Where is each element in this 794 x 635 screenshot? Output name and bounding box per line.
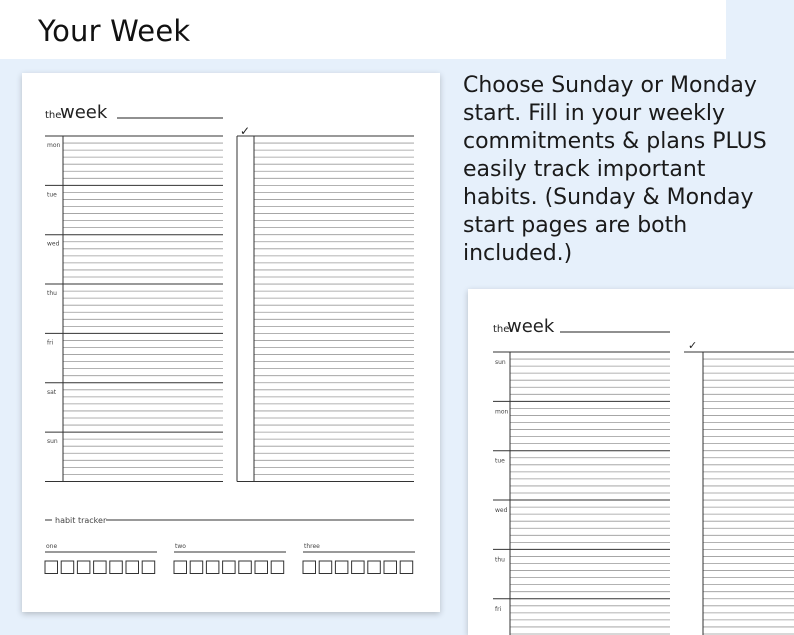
heading-large: week: [60, 102, 108, 123]
habit-checkbox[interactable]: [142, 561, 155, 574]
planner-page-monday-start: [22, 73, 440, 612]
habit-tracker-label: habit tracker: [55, 516, 107, 525]
day-label-wed: wed: [495, 507, 508, 515]
habit-label-one: one: [46, 543, 58, 550]
check-mark-icon: ✓: [688, 339, 698, 352]
habit-checkbox[interactable]: [110, 561, 123, 574]
habit-checkbox[interactable]: [77, 561, 90, 574]
day-sections: [45, 136, 223, 481]
day-label-mon: mon: [47, 142, 61, 149]
habit-tracker: [45, 520, 415, 574]
habit-checkbox[interactable]: [190, 561, 203, 574]
habit-checkbox[interactable]: [61, 561, 73, 574]
habit-checkbox[interactable]: [303, 561, 316, 574]
habit-checkbox[interactable]: [352, 561, 365, 574]
notes-column: [237, 136, 414, 481]
heading-small: the: [493, 324, 510, 335]
day-label-thu: thu: [47, 290, 57, 298]
day-label-tue: tue: [47, 191, 57, 199]
habit-checkbox[interactable]: [223, 561, 236, 574]
habit-label-three: three: [304, 543, 320, 550]
habit-checkbox[interactable]: [335, 561, 348, 574]
day-label-mon: mon: [495, 408, 509, 416]
heading-large: week: [507, 316, 555, 337]
day-label-sun: sun: [47, 438, 58, 446]
heading-small: the: [45, 110, 62, 121]
day-label-sun: sun: [495, 359, 506, 366]
day-label-thu: thu: [495, 556, 505, 564]
page-title: Your Week: [38, 14, 191, 48]
habit-checkbox[interactable]: [94, 561, 107, 574]
habit-label-two: two: [175, 543, 186, 550]
planner-sheet-monday: [22, 73, 440, 612]
check-mark-icon: ✓: [240, 124, 251, 138]
day-label-sat: sat: [47, 388, 57, 396]
habit-checkbox[interactable]: [174, 561, 187, 574]
product-description: Choose Sunday or Monday start. Fill in your weekly commitments & plans PLUS easily track important habits. (Sunday & Monday start pages are both included.): [463, 73, 767, 266]
habit-checkbox[interactable]: [126, 561, 139, 574]
day-label-wed: wed: [47, 240, 60, 248]
habit-checkbox[interactable]: [400, 561, 413, 574]
habit-checkbox[interactable]: [271, 561, 284, 574]
habit-checkbox[interactable]: [45, 561, 58, 574]
notes-column: [684, 352, 794, 635]
habit-checkbox[interactable]: [239, 561, 252, 574]
day-label-fri: fri: [47, 339, 54, 347]
habit-checkbox[interactable]: [255, 561, 268, 574]
habit-checkbox[interactable]: [319, 561, 332, 574]
habit-checkbox[interactable]: [206, 561, 219, 574]
title-bar: [0, 0, 726, 59]
habit-checkbox[interactable]: [384, 561, 397, 574]
planner-page-sunday-start: [468, 289, 794, 635]
day-label-tue: tue: [495, 457, 505, 465]
planner-sheet-sunday: [468, 289, 794, 635]
day-label-fri: fri: [495, 605, 502, 613]
habit-checkbox[interactable]: [368, 561, 381, 574]
day-sections: [493, 352, 670, 635]
